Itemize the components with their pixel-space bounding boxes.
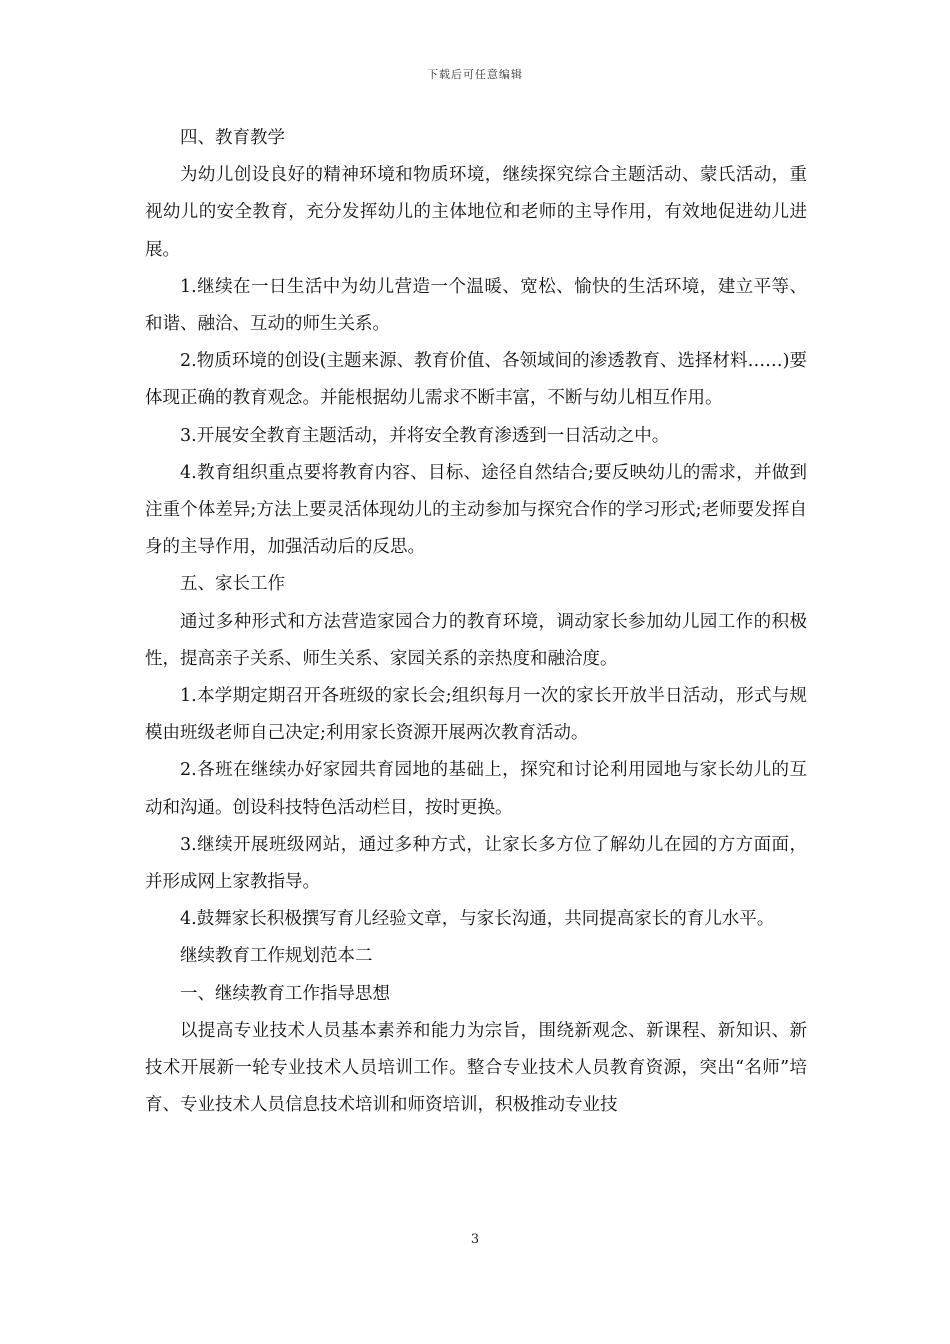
list-item: 1.本学期定期召开各班级的家长会;组织每月一次的家长开放半日活动，形式与规模由班级老师自己决定;利用家长资源开展两次教育活动。 <box>145 686 807 744</box>
list-item: 3.开展安全教育主题活动，并将安全教育渗透到一日活动之中。 <box>180 425 670 446</box>
list-item: 2.各班在继续办好家园共育园地的基础上，探究和讨论利用园地与家长幼儿的互动和沟通。创设科技特色活动栏目，按时更换。 <box>145 760 807 818</box>
list-item: 4.教育组织重点要将教育内容、目标、途径自然结合;要反映幼儿的需求，并做到注重个体差异;方法上要灵活体现幼儿的主动参加与探究合作的学习形式;老师要发挥自身的主导作用，加强活动后的反思。 <box>145 462 807 558</box>
paragraph: 通过多种形式和方法营造家园合力的教育环境，调动家长参加幼儿园工作的积极性，提高亲子关系、师生关系、家园关系的亲热度和融洽度。 <box>145 611 807 669</box>
list-item: 3.继续开展班级网站，通过多种方式，让家长多方位了解幼儿在园的方方面面，并形成网上家教指导。 <box>145 834 807 893</box>
section-heading-guiding-ideology: 一、继续教育工作指导思想 <box>180 983 390 1004</box>
document-subtitle: 继续教育工作规划范本二 <box>180 946 373 967</box>
page-header: 下载后可任意编辑 <box>427 68 523 81</box>
page-number: 3 <box>470 1232 480 1247</box>
section-heading-parents: 五、家长工作 <box>180 574 285 595</box>
list-item: 2.物质环境的创设(主题来源、教育价值、各领域间的渗透教育、选择材料……)要体现正确的教育观念。并能根据幼儿需求不断丰富，不断与幼儿相互作用。 <box>145 351 807 409</box>
section-heading-education: 四、教育教学 <box>180 128 285 148</box>
paragraph: 以提高专业技术人员基本素养和能力为宗旨，围绕新观念、新课程、新知识、新技术开展新一轮专业技术人员培训工作。整合专业技术人员教育资源，突出“名师”培育、专业技术人员信息技术培训和师资培训，积极推动专业技 <box>145 1020 807 1116</box>
list-item: 4.鼓舞家长积极撰写育儿经验文章，与家长沟通，共同提高家长的育儿水平。 <box>180 909 775 930</box>
paragraph: 为幼儿创设良好的精神环境和物质环境，继续探究综合主题活动、蒙氏活动，重视幼儿的安全教育，充分发挥幼儿的主体地位和老师的主导作用，有效地促进幼儿进展。 <box>145 165 807 260</box>
list-item: 1.继续在一日生活中为幼儿营造一个温暖、宽松、愉快的生活环境，建立平等、和谐、融洽、互动的师生关系。 <box>145 276 807 335</box>
document-body <box>145 120 807 1124</box>
